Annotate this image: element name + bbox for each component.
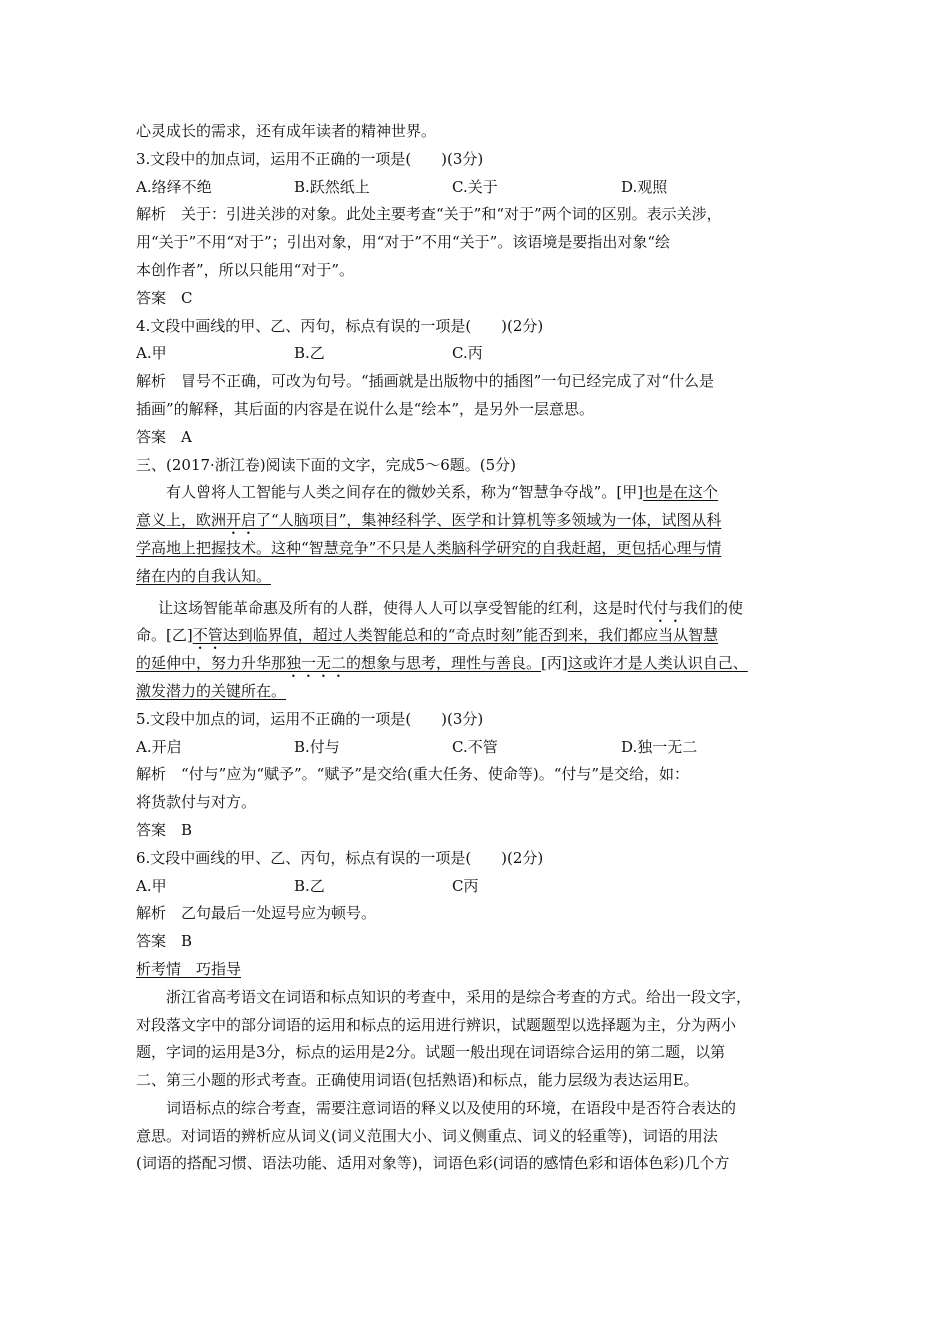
option-a: A.络绎不绝 <box>136 177 212 196</box>
question-5-options <box>136 734 826 762</box>
answer-4: 答案 A <box>136 427 192 446</box>
analysis-5-line: 将货款付与对方。 <box>136 793 257 812</box>
option-c: C.丙 <box>452 344 483 363</box>
guide-line: 浙江省高考语文在词语和标点知识的考查中，采用的是综合考查的方式。给出一段文字， <box>166 987 752 1006</box>
option-a: A.甲 <box>136 876 167 895</box>
passage-line: 激发潜力的关键所在。 <box>136 681 287 700</box>
question-3: 3.文段中的加点词，运用不正确的一项是( )(3分) <box>136 149 484 168</box>
passage-text: 意义上，欧洲 <box>136 511 227 530</box>
passage-line <box>136 595 826 623</box>
passage-text: 让这场智能革命惠及所有的人群，使得人人可以享受智能的红利，这是时代 <box>158 598 654 617</box>
guide-title: 析考情 巧指导 <box>136 959 242 978</box>
guide-line: 对段落文字中的部分词语的运用和标点的运用进行辨识，试题题型以选择题为主，分为两小 <box>136 1015 737 1034</box>
passage-text: [丙] <box>541 654 568 673</box>
analysis-4-line: 插画”的解释，其后面的内容是在说什么是“绘本”，是另外一层意思。 <box>136 399 595 418</box>
analysis-3-line: 解析 关于：引进关涉的对象。此处主要考查“关于”和“对于”两个词的区别。表示关涉， <box>136 205 722 224</box>
passage-text: 的延伸中，努力升华那 <box>136 654 287 673</box>
dotted-word: 独一无二 <box>286 654 347 673</box>
question-6-options <box>136 873 826 901</box>
dotted-word: 开启 <box>226 511 257 530</box>
analysis-3-line: 本创作者”，所以只能用“对于”。 <box>136 260 355 279</box>
question-3-options <box>136 174 826 202</box>
passage-line: 绪在内的自我认知。 <box>136 566 272 585</box>
passage-line <box>136 479 826 507</box>
underlined-sentence-bing: 这或许才是人类认识自己、 <box>567 654 748 673</box>
underlined-sentence-yi: 达到临界值，超过人类智能总和的“奇点时刻”能否到来，我们都应当从智慧 <box>222 626 719 645</box>
section-3-heading: 三、(2017·浙江卷)阅读下面的文字，完成5～6题。(5分) <box>136 455 516 474</box>
option-c: C丙 <box>452 876 479 895</box>
option-b: B.乙 <box>294 876 325 895</box>
question-5: 5.文段中加点的词，运用不正确的一项是( )(3分) <box>136 709 484 728</box>
text-line: 心灵成长的需求，还有成年读者的精神世界。 <box>136 122 437 140</box>
guide-line: 词语标点的综合考查，需要注意词语的释义以及使用的环境，在语段中是否符合表达的 <box>166 1098 737 1117</box>
guide-line: 意思。对词语的辨析应从词义(词义范围大小、词义侧重点、词义的轻重等)，词语的用法 <box>136 1126 718 1145</box>
passage-line: 学高地上把握技术。这种“智慧竞争”不只是人类脑科学研究的自我赶超，更包括心理与情 <box>136 538 722 557</box>
option-b: B.付与 <box>294 737 340 756</box>
answer-5: 答案 B <box>136 820 193 839</box>
passage-line <box>136 507 826 535</box>
option-b: B.跃然纸上 <box>294 177 370 196</box>
passage-text: 命。[乙] <box>136 626 193 645</box>
option-d: D.观照 <box>621 177 668 196</box>
option-d: D.独一无二 <box>621 737 698 756</box>
document-page <box>136 118 826 1178</box>
analysis-4-line: 解析 冒号不正确，可改为句号。“插画就是出版物中的插图”一句已经完成了对“什么是 <box>136 372 715 391</box>
dotted-word: 不管 <box>192 626 223 645</box>
guide-line: (词语的搭配习惯、语法功能、适用对象等)，词语色彩(词语的感情色彩和语体色彩)几个方 <box>136 1154 730 1173</box>
option-b: B.乙 <box>294 344 325 363</box>
question-6: 6.文段中画线的甲、乙、丙句，标点有误的一项是( )(2分) <box>136 848 544 867</box>
analysis-3-line: 用“关于”不用“对于”；引出对象，用“对于”不用“关于”。该语境是要指出对象“绘 <box>136 233 671 252</box>
question-4: 4.文段中画线的甲、乙、丙句，标点有误的一项是( )(2分) <box>136 316 544 335</box>
analysis-5-line: 解析 “付与”应为“赋予”。“赋予”是交给(重大任务、使命等)。“付与”是交给，如： <box>136 765 690 784</box>
passage-line <box>136 622 826 650</box>
passage-line <box>136 650 826 678</box>
guide-line: 题，字词的运用是3分，标点的运用是2分。试题一般出现在词语综合运用的第二题，以第 <box>136 1043 726 1062</box>
guide-line: 二、第三小题的形式考查。正确使用词语(包括熟语)和标点，能力层级为表达运用E。 <box>136 1071 699 1090</box>
underlined-sentence-jia: 也是在这个 <box>643 483 719 502</box>
question-4-options <box>136 340 826 368</box>
passage-text: 我们的使 <box>683 598 744 617</box>
option-c: C.不管 <box>452 737 498 756</box>
analysis-6: 解析 乙句最后一处逗号应为顿号。 <box>136 904 377 923</box>
option-a: A.开启 <box>136 737 182 756</box>
dotted-word: 付与 <box>653 598 684 617</box>
option-c: C.关于 <box>452 177 498 196</box>
answer-3: 答案 C <box>136 288 193 307</box>
passage-text: 了“人脑项目”，集神经科学、医学和计算机等多领域为一体，试图从科 <box>256 511 722 530</box>
answer-6: 答案 B <box>136 932 193 951</box>
passage-text: 有人曾将人工智能与人类之间存在的微妙关系，称为“智慧争夺战”。[甲] <box>166 483 644 502</box>
passage-text: 的想象与思考，理性与善良。 <box>346 654 542 673</box>
option-a: A.甲 <box>136 344 167 363</box>
guide-heading <box>136 956 826 984</box>
